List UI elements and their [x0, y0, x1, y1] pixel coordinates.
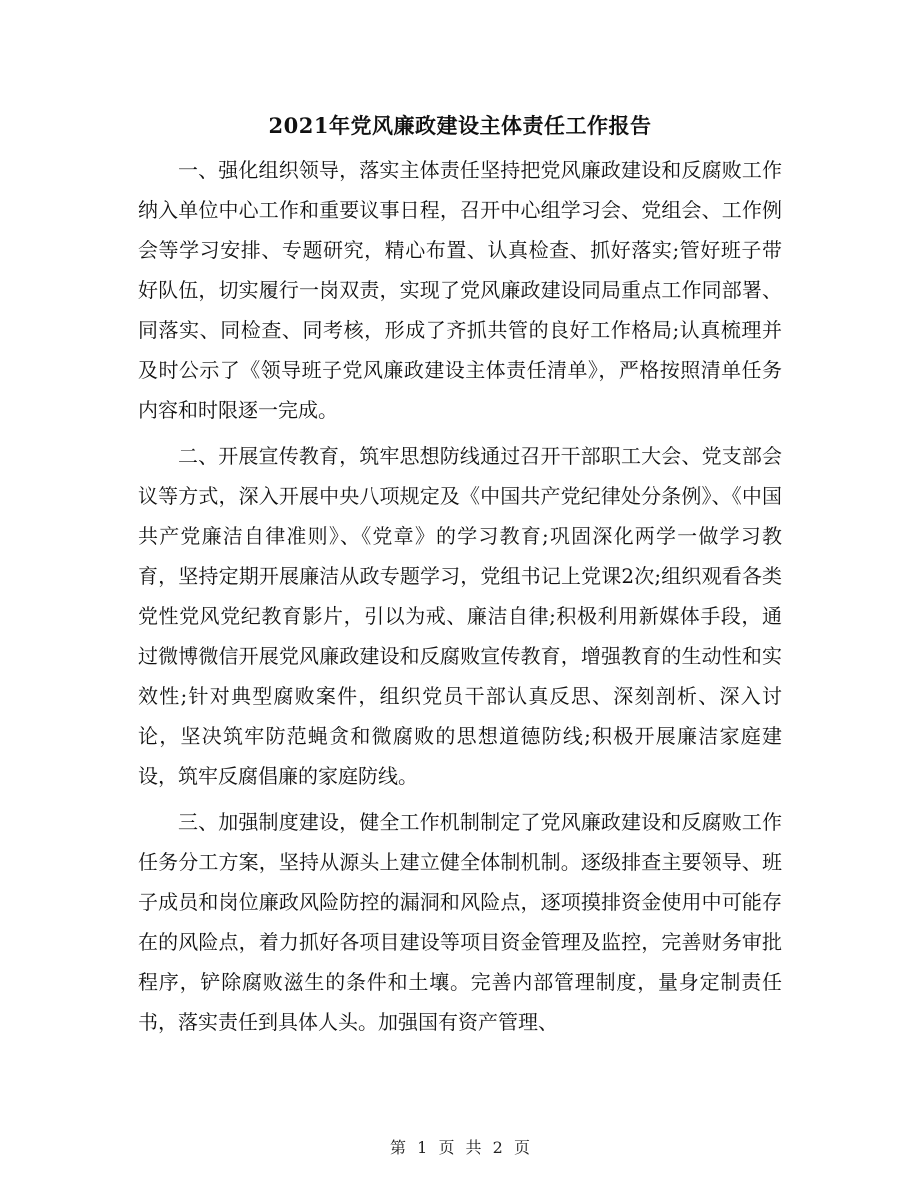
footer-page-word: 页 [438, 1138, 455, 1157]
paragraph-1: 一、强化组织领导，落实主体责任坚持把党风廉政建设和反腐败工作纳入单位中心工作和重要议事日程，召开中心组学习会、党组会、工作例会等学习安排、专题研究，精心布置、认真检查、抓好落实;管好班子带好队伍，切实履行一岗双责，实现了党风廉政建设同局重点工作同部署、同落实、同检查、同考核，形成了齐抓共管的良好工作格局;认真梳理并及时公示了《领导班子党风廉政建设主体责任清单》，严格按照清单任务内容和时限逐一完成。 [138, 158, 782, 422]
footer-current-page: 1 [417, 1138, 428, 1157]
document-body [138, 150, 782, 1048]
page-footer [0, 1136, 920, 1160]
footer-prefix: 第 [390, 1138, 407, 1157]
paragraph-3: 三、加强制度建设，健全工作机制制定了党风廉政建设和反腐败工作任务分工方案，坚持从源头上建立健全体制机制。逐级排查主要领导、班子成员和岗位廉政风险防控的漏洞和风险点，逐项摸排资金使用中可能存在的风险点，着力抓好各项目建设等项目资金管理及监控，完善财务审批程序，铲除腐败滋生的条件和土壤。完善内部管理制度，量身定制责任书，落实责任到具体人头。加强国有资产管理、 [138, 810, 782, 1034]
document-title: 2021年党风廉政建设主体责任工作报告 [268, 113, 652, 138]
paragraph-2: 二、开展宣传教育，筑牢思想防线通过召开干部职工大会、党支部会议等方式，深入开展中央八项规定及《中国共产党纪律处分条例》、《中国共产党廉洁自律准则》、《党章》的学习教育;巩固深化两学一做学习教育，坚持定期开展廉洁从政专题学习，党组书记上党课2次;组织观看各类党性党风党纪教育影片，引以为戒、廉洁自律;积极利用新媒体手段，通过微博微信开展党风廉政建设和反腐败宣传教育，增强教育的生动性和实效性;针对典型腐败案件，组织党员干部认真反思、深刻剖析、深入讨论，坚决筑牢防范蝇贪和微腐败的思想道德防线;积极开展廉洁家庭建设，筑牢反腐倡廉的家庭防线。 [138, 444, 782, 788]
footer-total-pages: 2 [492, 1138, 503, 1157]
footer-total-word: 共 [465, 1138, 482, 1157]
footer-page-word-end: 页 [513, 1138, 530, 1157]
